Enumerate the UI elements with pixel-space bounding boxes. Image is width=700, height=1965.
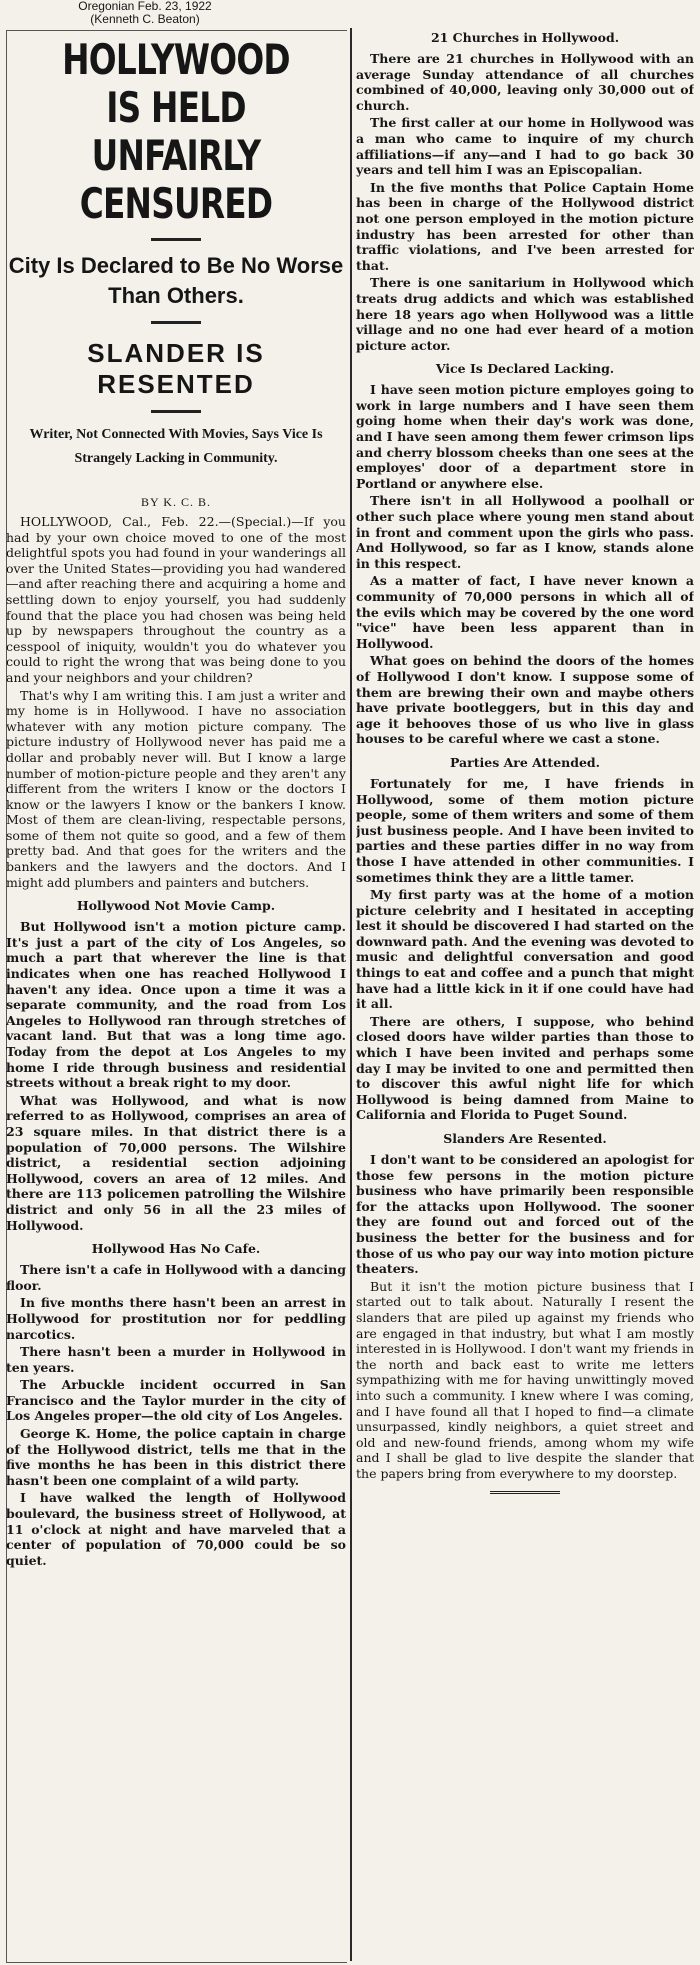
paragraph: There are others, I suppose, who behind closed doors have wilder parties than those to which I have been invited and perhaps some day I may be invited to one and permitted then to discover this awful night life for which Hollywood is being damned from Maine to California and Florida to Puget Sound. [356, 1013, 694, 1123]
source-note [0, 0, 290, 26]
paragraph: As a matter of fact, I have never known a community of 70,000 persons in which all of the evils which may be covered by the one word "vice" have been less apparent than in Hollywood. [356, 573, 694, 651]
column-rule [350, 28, 352, 1961]
divider [151, 238, 201, 241]
left-column [6, 30, 346, 1959]
paragraph: But Hollywood isn't a motion picture camp. It's just a part of the city of Los Angeles, so much a part that wherever the line is that indicates when one has reached Hollywood I haven't any idea. Once upon a time it was a separate community, and the road from Los Angeles to Hollywood ran through stretches of vacant land. But that was a long time ago. Today from the depot at Los Angeles to my home I ride through business and residential streets without a break right to my door. [6, 919, 346, 1091]
paragraph: I don't want to be considered an apologist for those few persons in the motion picture business who have primarily been responsible for the attacks upon Hollywood. The sooner they are found out and forced out of the business the better for the business and for those of us who pay our way into motion picture theaters. [356, 1152, 694, 1277]
paragraph: I have walked the length of Hollywood boulevard, the business street of Hollywood, at 11 o'clock at night and have marveled that a center of population of 70,000 could be so quiet. [6, 1490, 346, 1568]
paragraph: The first caller at our home in Hollywood was a man who came to inquire of my church affiliations—if any—and I had to go back 30 years and tell him I was an Episcopalian. [356, 115, 694, 178]
paragraph: Fortunately for me, I have friends in Hollywood, some of them motion picture people, some of them writers and some of them just business people. And I have been invited to parties and these parties differ in no way from those I have attended in other communities. I sometimes think they are a little tamer. [356, 775, 694, 885]
paragraph: There are 21 churches in Hollywood with an average Sunday attendance of all churches combined of 40,000, leaving only 30,000 out of church. [356, 51, 694, 113]
paragraph: There hasn't been a murder in Hollywood in ten years. [6, 1344, 346, 1375]
section-no-cafe [6, 1241, 346, 1568]
section-churches [356, 30, 694, 353]
paragraph: What was Hollywood, and what is now referred to as Hollywood, comprises an area of 23 square miles. In that district there is a population of 70,000 persons. The Wilshire district, a residential section adjoining Hollywood, covers an area of 12 miles. And there are 113 policemen patrolling the Wilshire district and only 56 in all the 23 miles of Hollywood. [6, 1092, 346, 1233]
paragraph: HOLLYWOOD, Cal., Feb. 22.—(Special.)—If you had by your own choice moved to one of the most delightful spots you had found in your wanderings all over the United States—providing you had wandered—and after reaching there and acquiring a home and settling down to enjoy yourself, you had suddenly found that the place you had chosen was being held up by newspapers throughout the country as a cesspool of iniquity, wouldn't you do whatever you could to right the wrong that was being done to you and your neighbors and your children? [6, 514, 346, 685]
divider [151, 410, 201, 413]
source-line-2: (Kenneth C. Beaton) [90, 12, 200, 26]
deck-writer: Writer, Not Connected With Movies, Says Vice Is Strangely Lacking in Community. [29, 427, 323, 466]
paragraph: There isn't a cafe in Hollywood with a dancing floor. [6, 1262, 346, 1293]
paragraph: What goes on behind the doors of the homes of Hollywood I don't know. I suppose some of them are brewing their own and maybe others have private bootleggers, but in this day and age it behooves those of us who live in glass houses to be careful where we cast a stone. [356, 653, 694, 747]
paragraph: In five months there hasn't been an arrest in Hollywood for prostitution nor for peddling narcotics. [6, 1295, 346, 1342]
divider [151, 321, 201, 324]
subhead: Hollywood Has No Cafe. [91, 1241, 261, 1257]
subhead: Hollywood Not Movie Camp. [76, 898, 276, 914]
section-slanders [356, 1131, 694, 1277]
paragraph: I have seen motion picture employes going to work in large numbers and I have seen them going home when their day's work was done, and I have seen among them fewer crimson lips and cherry blossom cheeks than one sees at the employes' door of a department store in Portland or anywhere else. [356, 382, 694, 491]
intro-paragraphs [6, 514, 346, 890]
section-parties [356, 755, 694, 1123]
subhead: Vice Is Declared Lacking. [435, 361, 615, 377]
source-line-1: Oregonian Feb. 23, 1922 [78, 0, 212, 13]
paragraph: My first party was at the home of a motion picture celebrity and I hesitated in accepting lest it should be discovered I had started on the downward path. And the evening was devoted to music and delightful conversation and good things to eat and coffee and a punch that might have had a little kick in it if one could have had it all. [356, 887, 694, 1012]
paragraph: George K. Home, the police captain in charge of the Hollywood district, tells me that in the five months he has been in this district there hasn't been one complaint of a wild party. [6, 1426, 346, 1488]
right-column [356, 30, 694, 1959]
section-slanders-cont [356, 1279, 694, 1482]
deck-city-declared: City Is Declared to Be No Worse Than Others. [8, 253, 344, 308]
subhead: Slanders Are Resented. [443, 1131, 607, 1146]
headline: HOLLYWOOD IS HELD UNFAIRLY CENSURED [62, 35, 290, 228]
paragraph: That's why I am writing this. I am just a writer and my home is in Hollywood. I have no association whatever with any motion picture company. The picture industry of Hollywood never has paid me a dollar and probably never will. But I know a large number of motion-picture people and they aren't any different from the writers I know or the doctors I know or the lawyers I know or the bankers I know. Most of them are clean-living, respectable persons, some of them not quite so good, and a few of them pretty bad. And that goes for the writers and the bankers and the lawyers and the doctors. And I might add plumbers and painters and butchers. [6, 687, 346, 890]
section-vice-lacking [356, 361, 694, 747]
paragraph: There isn't in all Hollywood a poolhall or other such place where young men stand about in front and comment upon the girls who pass. And Hollywood, so far as I know, stands alone in this respect. [356, 493, 694, 571]
byline: BY K. C. B. [141, 495, 211, 509]
section-not-movie-camp [6, 898, 346, 1233]
paragraph: The Arbuckle incident occurred in San Francisco and the Taylor murder in the city of Los Angeles proper—the old city of Los Angeles. [6, 1377, 346, 1424]
subhead: Parties Are Attended. [449, 754, 601, 770]
deck-slander-resented: SLANDER IS RESENTED [87, 338, 265, 399]
paragraph: But it isn't the motion picture business that I started out to talk about. Naturally I resent the slanders that are piled up against my friends who are engaged in that industry, but what I am mostly interested in is Hollywood. I don't want my friends in the north and back east to write me letters sympathizing with me for having unwittingly moved into such a community. I knew where I was coming, and I have found all that I hoped to find—a climate unsurpassed, kindly neighbors, a quiet street and old and new-found friends, among whom my wife and I shall be glad to live despite the slander that the papers bring from everywhere to my doorstep. [356, 1278, 694, 1481]
end-rule [490, 1491, 560, 1494]
paragraph: In the five months that Police Captain Home has been in charge of the Hollywood district not one person employed in the motion picture industry has been arrested for other than traffic violations, and I've been arrested for that. [356, 179, 694, 273]
subhead: 21 Churches in Hollywood. [430, 30, 620, 45]
paragraph: There is one sanitarium in Hollywood which treats drug addicts and which was established here 18 years ago when Hollywood was a little village and no one had ever heard of a motion picture actor. [356, 275, 694, 353]
